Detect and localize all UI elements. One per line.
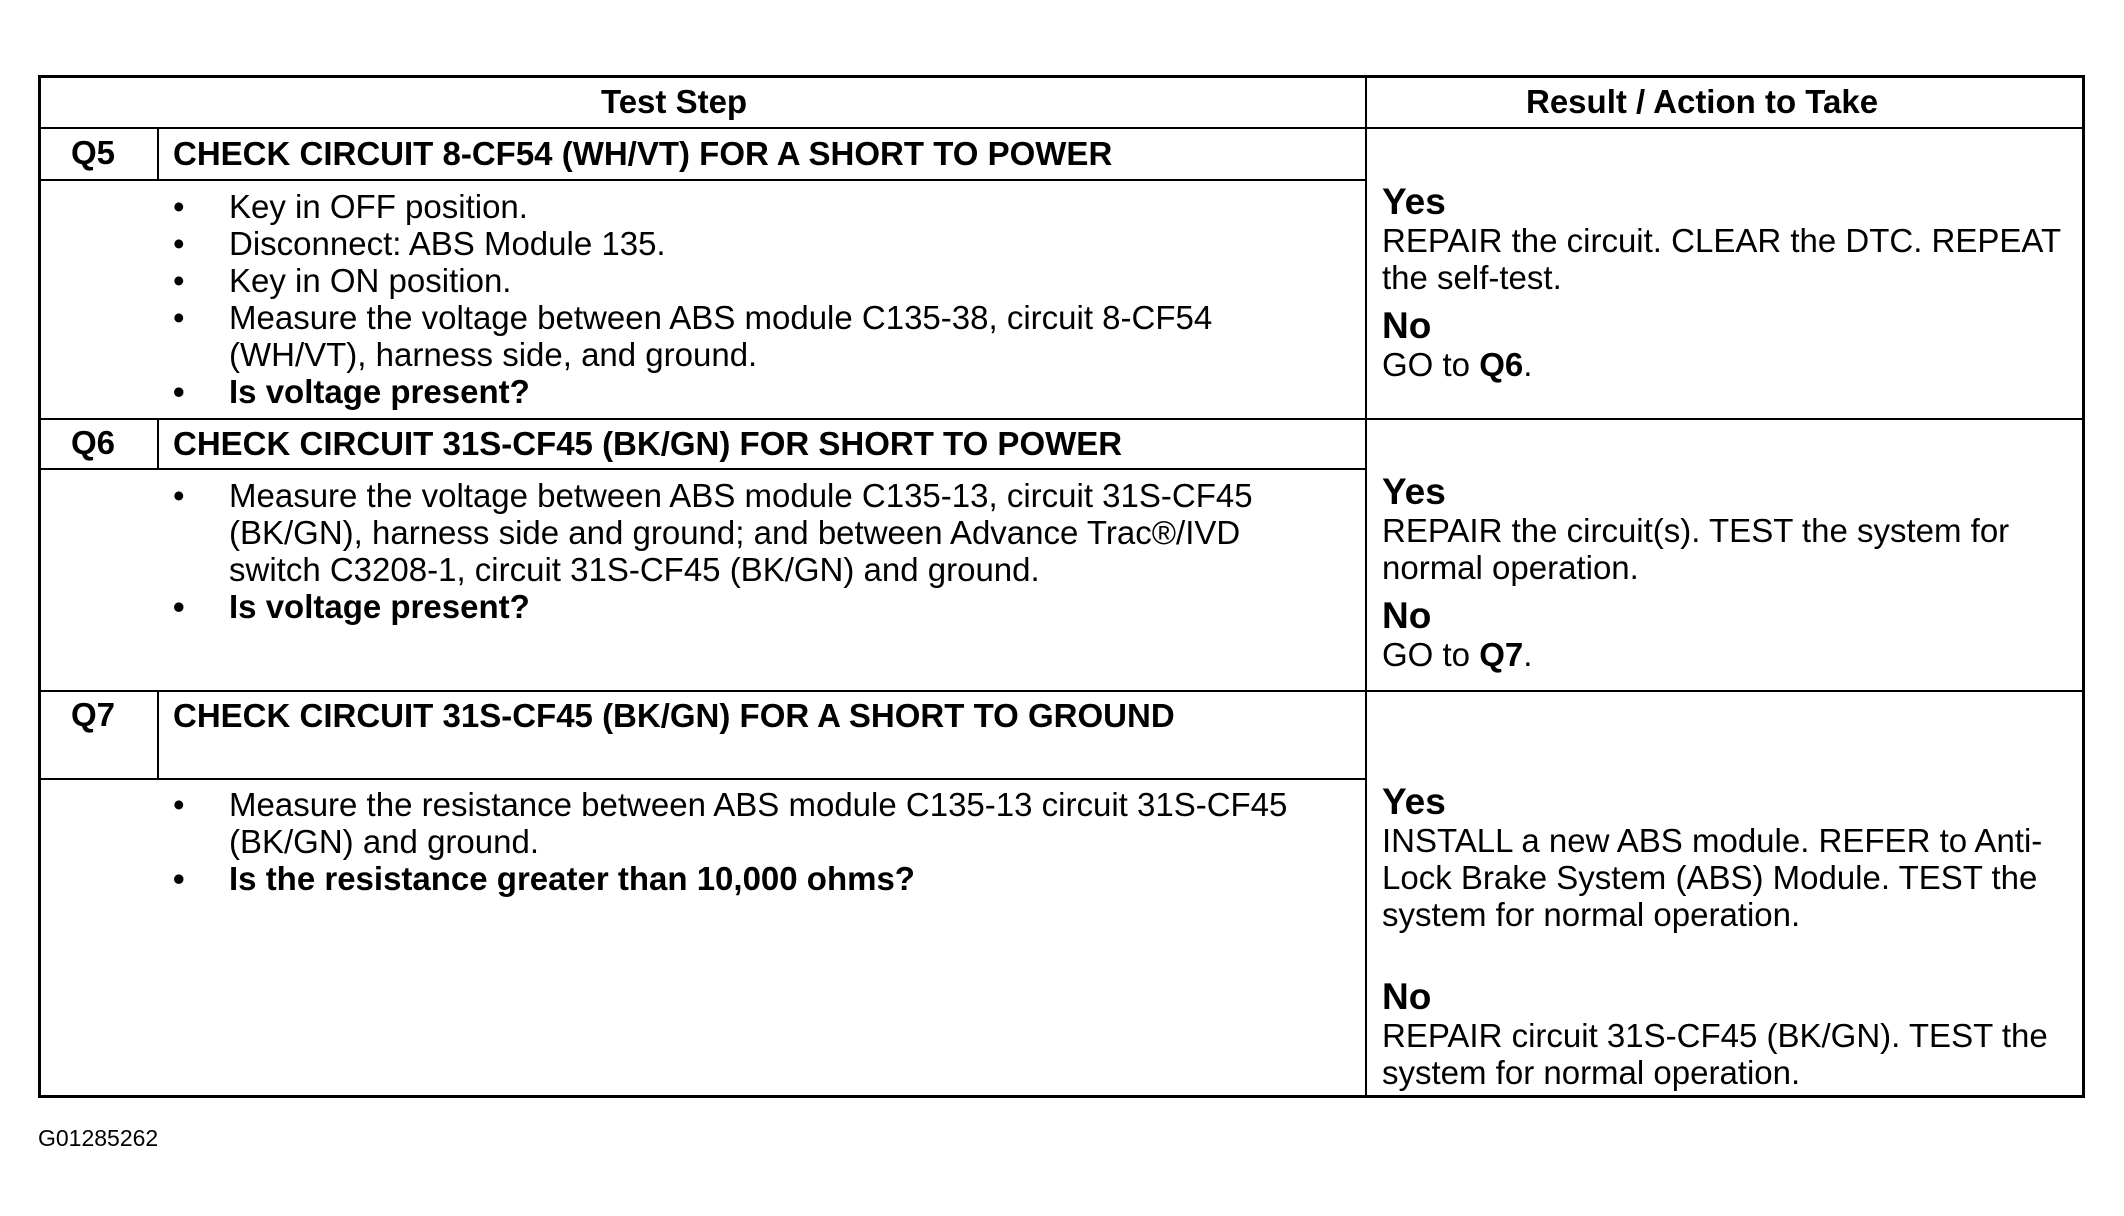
row-id-q5: Q5: [71, 134, 116, 171]
column-divider: [1365, 78, 1367, 1095]
row-title-q7: CHECK CIRCUIT 31S-CF45 (BK/GN) FOR A SHORT TO GROUND: [173, 697, 1175, 734]
step-question: • Is voltage present?: [173, 373, 1293, 410]
no-label: No: [1382, 976, 1432, 1017]
q7-title-divider: [41, 778, 1365, 780]
step-item: • Disconnect: ABS Module 135.: [173, 225, 1293, 262]
header-test-step: Test Step: [601, 83, 748, 120]
q7-id-divider: [157, 690, 159, 778]
step-item: • Measure the resistance between ABS module C135-13 circuit 31S-CF45 (BK/GN) and ground.: [173, 786, 1313, 860]
diagnostic-table: [38, 75, 2085, 1098]
row-title-q5: CHECK CIRCUIT 8-CF54 (WH/VT) FOR A SHORT TO POWER: [173, 135, 1113, 172]
result-q7: [1382, 782, 2072, 1091]
q6-id-divider: [157, 418, 159, 468]
row-id-q7: Q7: [71, 696, 116, 733]
figure-id: G01285262: [38, 1125, 159, 1151]
header-divider: [41, 127, 2082, 129]
goto-target: Q7: [1479, 636, 1524, 673]
step-question: • Is voltage present?: [173, 588, 1323, 625]
step-question: • Is the resistance greater than 10,000 ohms?: [173, 860, 1313, 897]
step-list-q5: [173, 188, 1293, 410]
row-divider-q5-q6: [41, 418, 2082, 420]
step-item: • Measure the voltage between ABS module C135-13, circuit 31S-CF45 (BK/GN), harness side and ground; and between Advance Trac®/IVD switch C3208-1, circuit 31S-CF45 (BK/GN) and ground.: [173, 477, 1323, 588]
yes-label: Yes: [1382, 471, 1446, 512]
q5-id-divider: [157, 127, 159, 179]
q5-title-divider: [41, 179, 1365, 181]
result-q6: [1382, 472, 2072, 673]
step-list-q7: [173, 786, 1313, 897]
row-id-q6: Q6: [71, 424, 116, 461]
no-label: No: [1382, 595, 1432, 636]
no-action: GO to Q7.: [1382, 636, 1533, 673]
step-item: • Key in OFF position.: [173, 188, 1293, 225]
yes-action: INSTALL a new ABS module. REFER to Anti-Lock Brake System (ABS) Module. TEST the system for normal operation.: [1382, 822, 2043, 933]
goto-target: Q6: [1479, 346, 1524, 383]
yes-action: REPAIR the circuit. CLEAR the DTC. REPEAT the self-test.: [1382, 222, 2061, 296]
q6-title-divider: [41, 468, 1365, 470]
no-label: No: [1382, 305, 1432, 346]
yes-label: Yes: [1382, 181, 1446, 222]
step-item: • Key in ON position.: [173, 262, 1293, 299]
no-action: REPAIR circuit 31S-CF45 (BK/GN). TEST the system for normal operation.: [1382, 1017, 2048, 1091]
result-q5: [1382, 182, 2072, 383]
row-divider-q6-q7: [41, 690, 2082, 692]
row-title-q6: CHECK CIRCUIT 31S-CF45 (BK/GN) FOR SHORT TO POWER: [173, 425, 1123, 462]
no-action: GO to Q6.: [1382, 346, 1533, 383]
step-list-q6: [173, 477, 1323, 625]
header-result-action: Result / Action to Take: [1526, 83, 1879, 120]
step-item: • Measure the voltage between ABS module C135-38, circuit 8-CF54 (WH/VT), harness side, and ground.: [173, 299, 1293, 373]
yes-label: Yes: [1382, 781, 1446, 822]
yes-action: REPAIR the circuit(s). TEST the system for normal operation.: [1382, 512, 2010, 586]
